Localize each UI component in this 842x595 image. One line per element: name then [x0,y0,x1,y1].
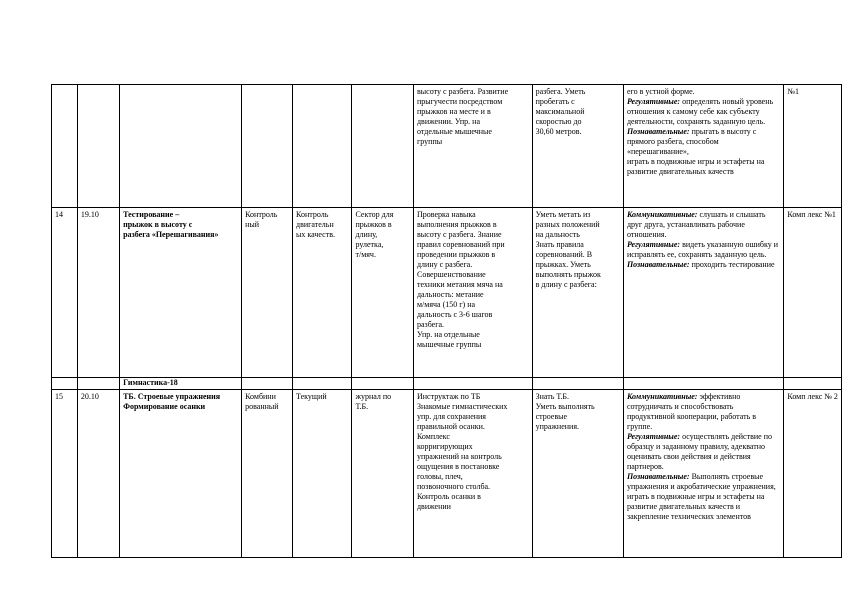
uud-cell [623,208,783,378]
table-row [52,390,842,558]
equipment [352,85,414,208]
lesson-plan-table [51,84,842,558]
extra-notes: Комп лекс №1 [784,208,842,378]
lesson-topic: ТБ. Строевые упражнения Формирование осанки [120,390,242,558]
lesson-topic: Тестирование – прыжок в высоту с разбега «Перешагивания» [120,208,242,378]
lesson-type [242,85,293,208]
lesson-number: 15 [52,390,78,558]
uud-cell [623,390,783,558]
uud-paragraph: Регулятивные: осуществлять действие по образцу и заданному правилу, адекватно оценивать свои действия и действия партнеров. [626,432,772,471]
lesson-type: Контроль ный [242,208,293,378]
extra-notes: №1 [784,85,842,208]
table-row [52,85,842,208]
lesson-topic [120,85,242,208]
control-type: Контроль двигательн ых качеств. [293,208,352,378]
uud-paragraph: Регулятивные: видеть указанную ошибку и исправлять ее, сохранять заданную цель. [626,240,779,259]
lesson-date [77,85,119,208]
control-type [293,85,352,208]
control-type: Текущий [293,390,352,558]
extra-notes: Комп лекс № 2 [784,390,842,558]
lesson-type: Комбини рованный [242,390,293,558]
expected-outcomes: разбега. Уметь пробегать с максимальной скоростью до 30,60 метров. [532,85,623,208]
uud-paragraph: Коммуникативные: эффективно сотрудничать и способствовать продуктивной кооперации, работать в группе. [626,392,757,431]
lesson-number: 14 [52,208,78,378]
expected-outcomes: Знать Т.Б. Уметь выполнять строевые упражнения. [532,390,623,558]
equipment: журнал по Т.Б. [352,390,414,558]
table-row [52,208,842,378]
lesson-content: Инструктаж по ТБ Знакомые гимнастических упр. для сохранения правильной осанки. Комплекс корригирующих упражнений на контроль ощущения в постановке головы, плеч, позвоночного столба. Контроль осанки в движении [413,390,532,558]
uud-paragraph: Познавательные: Выполнять строевые упражнения и акробатические упражнения, играть в подвижные игры и эстафеты на развитие двигательных качеств и закрепление технических элементов [626,472,776,521]
lesson-number [52,85,78,208]
section-row [52,378,842,390]
uud-paragraph: Познавательные: проходить тестирование [626,260,775,269]
uud-paragraph: Коммуникативные: слушать и слышать друг друга, устанавливать рабочие отношения. [626,210,766,239]
equipment: Сектор для прыжков в длину, рулетка, т/мяч. [352,208,414,378]
uud-paragraph: Регулятивные: определять новый уровень отношения к самому себе как субъекту деятельности, сохранять заданную цель. [626,97,774,126]
uud-cell [623,85,783,208]
expected-outcomes: Уметь метать из разных положений на дальность Знать правила соревнований. В прыжках. Уметь выполнять прыжок в длину с разбега: [532,208,623,378]
uud-paragraph: Познавательные: прыгать в высоту с прямого разбега, способом «перешагивание», [626,127,757,156]
lesson-date: 19.10 [77,208,119,378]
section-title: Гимнастика-18 [120,378,242,390]
uud-paragraph: его в устной форме. [626,87,695,96]
lesson-content: высоту с разбега. Развитие прыгучести посредством прыжков на месте и в движении. Упр. на отдельные мышечные группы [413,85,532,208]
lesson-content: Проверка навыка выполнения прыжков в высоту с разбега. Знание правил соревнований при проведении прыжков в длину с разбега. Совершенствование техники метания мяча на дальность: метание м/мяча (150 г) на дальность с 3-6 шагов разбега. Упр. на отдельные мышечные группы [413,208,532,378]
uud-paragraph: играть в подвижные игры и эстафеты на развитие двигательных качеств [626,157,765,176]
lesson-date: 20.10 [77,390,119,558]
